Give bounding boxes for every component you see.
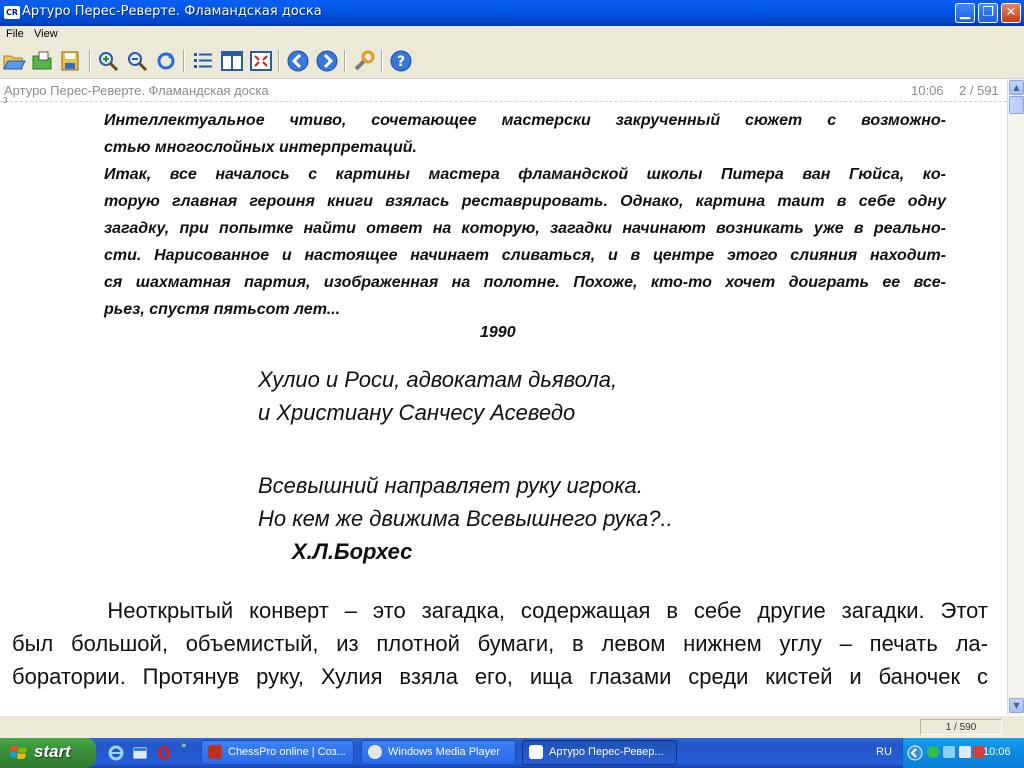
menu-file[interactable]: File [6, 28, 24, 40]
epigraph-line: Всевышний направляет руку игрока. [258, 473, 643, 498]
system-tray [902, 738, 1024, 768]
taskbar-button-label: Артуро Перес-Ревер... [549, 746, 664, 758]
window-title: Артуро Перес-Реверте. Фламандская доска [22, 4, 322, 19]
annotation-line: сти. Нарисованное и настоящее начинает сливаться, и в центре этого слияния находит- [104, 247, 946, 264]
reading-area[interactable] [0, 79, 1007, 715]
zoom-in-icon[interactable] [96, 49, 120, 73]
scroll-up-button[interactable] [1009, 80, 1024, 95]
toolbar-separator [381, 50, 383, 72]
toolbar-separator [183, 50, 185, 72]
back-icon[interactable] [286, 49, 310, 73]
restore-button[interactable] [978, 3, 998, 23]
page-layout-icon[interactable] [220, 49, 244, 73]
title-bar [0, 0, 1024, 26]
reader-header [0, 79, 1007, 102]
scroll-down-button[interactable] [1009, 698, 1024, 713]
page-marker: 3 [3, 96, 8, 105]
open-folder-icon[interactable] [2, 49, 26, 73]
body-line: был большой, объемистый, из плотной бумаги, в левом нижнем углу – печать ла- [12, 631, 988, 656]
tray-expand-icon[interactable] [907, 745, 923, 761]
annotation [62, 107, 946, 323]
publication-year: 1990 [480, 324, 516, 341]
annotation-line: загадку, при попытке найти ответ на которую, загадки начинают возникать уже в реально- [104, 220, 946, 237]
body-line: боратории. Протянув руку, Хулия взяла его, ища глазами среди кистей и баночек с [12, 664, 988, 689]
language-indicator[interactable]: RU [876, 746, 892, 758]
toolbar [0, 44, 1024, 79]
show-desktop-icon[interactable] [132, 745, 148, 761]
taskbar-button-media-player[interactable] [361, 740, 516, 765]
start-label: start [34, 742, 71, 761]
windows-logo-icon [10, 745, 28, 761]
status-bar [0, 715, 1024, 739]
menu-bar [0, 26, 1024, 44]
dedication-line: и Христиану Санчесу Асеведо [258, 400, 576, 425]
forward-icon[interactable] [315, 49, 339, 73]
taskbar [0, 738, 1024, 768]
annotation-line: торую главная героиня книги взялась реставрировать. Однако, картина таит в себе одну [104, 193, 946, 210]
vertical-scrollbar[interactable] [1007, 79, 1024, 715]
opera-icon[interactable] [156, 745, 172, 761]
internet-explorer-icon[interactable] [108, 745, 124, 761]
svg-text:?: ? [396, 54, 406, 70]
arrow-up-icon: ▲ [1013, 83, 1020, 92]
epigraph-author: Х.Л.Борхес [292, 539, 413, 564]
annotation-line: ся шахматная партия, изображенная на полотне. Похоже, кто-то хочет доиграть ее все- [104, 274, 946, 291]
header-page-number: 2 / 591 [959, 83, 999, 98]
annotation-line: стью многослойных интерпретаций. [104, 139, 417, 156]
close-button[interactable] [1001, 3, 1021, 23]
scroll-thumb[interactable] [1009, 96, 1024, 114]
app-icon[interactable]: CR [5, 8, 19, 17]
dedication-line: Хулио и Роси, адвокатам дьявола, [258, 367, 618, 392]
toolbar-separator [89, 50, 91, 72]
save-icon[interactable] [58, 49, 82, 73]
minimize-button[interactable] [955, 3, 975, 23]
annotation-line: Итак, все началось с картины мастера фламандской школы Питера ван Гюйса, ко- [104, 166, 946, 183]
start-button[interactable] [0, 738, 96, 768]
status-page-number: 1 / 590 [920, 719, 1002, 735]
arrow-down-icon: ▼ [1013, 701, 1020, 710]
reader-icon [529, 745, 543, 759]
toc-icon[interactable] [191, 49, 215, 73]
chesspro-icon [208, 745, 222, 759]
taskbar-button-reader[interactable] [522, 740, 677, 765]
display-icon[interactable] [959, 746, 971, 758]
taskbar-button-label: Windows Media Player [388, 746, 500, 758]
minimize-icon: ▁ [960, 5, 970, 20]
body-text [12, 594, 988, 693]
open-file-icon[interactable] [31, 49, 55, 73]
quicklaunch-chevron-icon[interactable]: » [181, 741, 187, 751]
taskbar-button-chesspro[interactable] [201, 740, 354, 765]
help-icon[interactable] [389, 49, 413, 73]
zoom-out-icon[interactable] [125, 49, 149, 73]
body-line: Неоткрытый конверт – это загадка, содержащая в себе другие загадки. Этот [12, 598, 988, 623]
toolbar-separator [278, 50, 280, 72]
settings-icon[interactable] [352, 49, 376, 73]
media-player-icon [368, 745, 382, 759]
fullscreen-icon[interactable] [249, 49, 273, 73]
restore-icon: ❐ [982, 5, 994, 20]
rotate-icon[interactable] [154, 49, 178, 73]
header-clock: 10:06 [911, 83, 944, 98]
close-icon: ✕ [1005, 5, 1017, 20]
book-title: Артуро Перес-Реверте. Фламандская доска [4, 83, 269, 98]
taskbar-button-label: ChessPro online | Соз... [228, 746, 346, 758]
annotation-line: Интеллектуальное чтиво, сочетающее мастерски закрученный сюжет с возможно- [104, 112, 946, 129]
taskbar-clock: 10:06 [983, 746, 1011, 758]
annotation-line: рьез, спустя пятьсот лет... [104, 301, 341, 318]
network-status-icon[interactable] [927, 746, 939, 758]
toolbar-separator [344, 50, 346, 72]
menu-view[interactable]: View [34, 28, 58, 40]
tray-app-icon[interactable] [943, 746, 955, 758]
epigraph-line: Но кем же движима Всевышнего рука?.. [258, 506, 673, 531]
